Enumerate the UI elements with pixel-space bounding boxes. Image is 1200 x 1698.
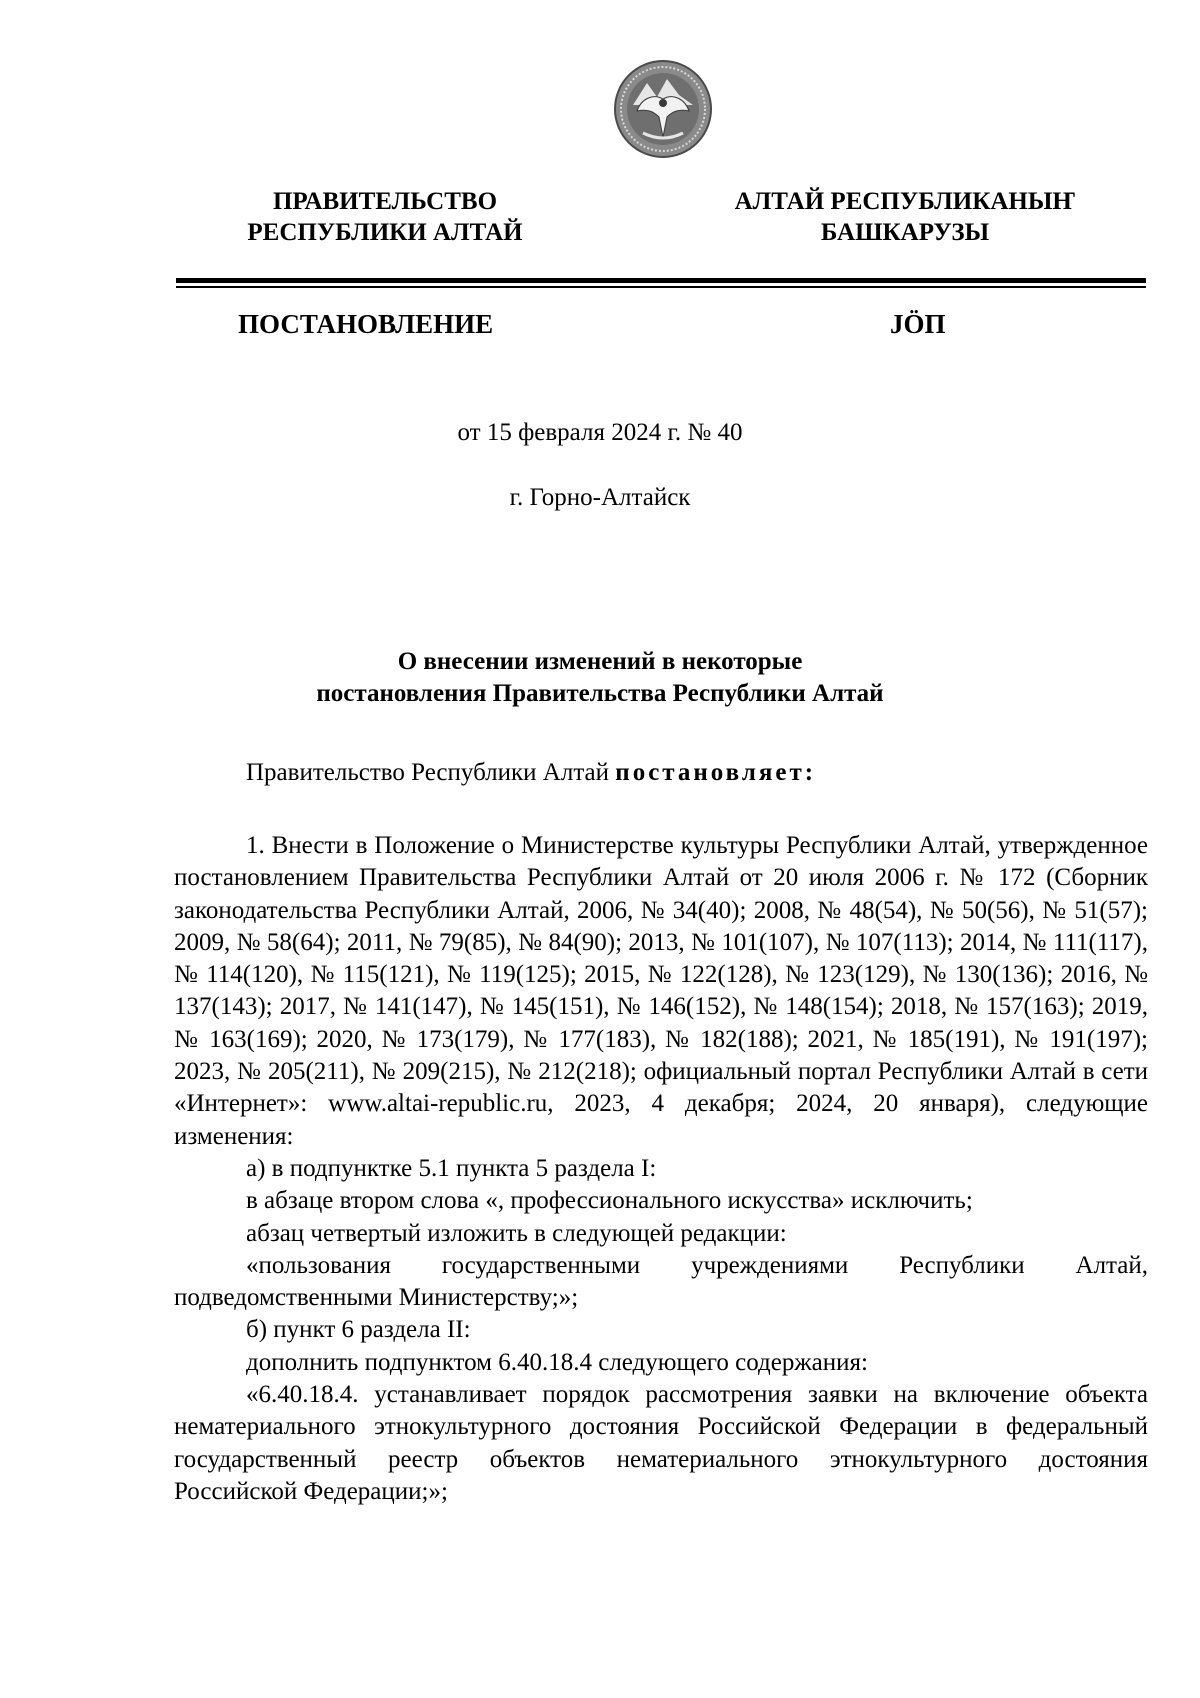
document-type-altai: JÖП <box>890 309 946 339</box>
issuer-line: ПРАВИТЕЛЬСТВО <box>272 188 498 215</box>
preamble-text: Правительство Республики Алтай <box>246 759 610 786</box>
header-divider-thin <box>176 286 1146 288</box>
header-divider-thick <box>176 278 1146 283</box>
issuer-line: АЛТАЙ РЕСПУБЛИКАНЫҤ <box>734 188 1076 215</box>
body-paragraph: а) в подпунктке 5.1 пункта 5 раздела I: <box>246 1154 657 1182</box>
body-paragraph: б) пункт 6 раздела II: <box>246 1316 471 1344</box>
issuer-line: РЕСПУБЛИКИ АЛТАЙ <box>247 219 523 246</box>
body-paragraph: абзац четвертый изложить в следующей редакции: <box>246 1219 787 1247</box>
issuer-name-russian <box>200 186 570 248</box>
document-date: от 15 февраля 2024 г. № 40 <box>457 419 743 446</box>
body-paragraph: в абзаце втором слова «, профессионального искусства» исключить; <box>246 1187 973 1215</box>
document-body <box>174 830 1148 1508</box>
body-paragraph: «6.40.18.4. устанавливает порядок рассмотрения заявки на включение объекта нематериального этнокультурного достояния Российской Федерации в федеральный государственный реестр объектов нематериального этнокультурного достояния Российской Федерации;»; <box>174 1381 1148 1505</box>
document-city: г. Горно-Алтайск <box>509 484 691 511</box>
body-paragraph: «пользования государственными учреждениями Республики Алтай, подведомственными Министерству;»; <box>174 1251 1148 1312</box>
issuer-name-altai <box>720 186 1090 248</box>
preamble <box>246 758 816 788</box>
coat-of-arms-icon <box>613 59 713 159</box>
body-paragraph: дополнить подпунктом 6.40.18.4 следующего содержания: <box>246 1348 868 1376</box>
subject-line: постановления Правительства Республики Алтай <box>316 680 884 707</box>
document-subject <box>0 646 1200 710</box>
subject-line: О внесении изменений в некоторые <box>397 648 803 675</box>
preamble-emphasis: постановляет: <box>615 759 817 786</box>
document-type-russian: ПОСТАНОВЛЕНИЕ <box>238 309 494 339</box>
issuer-line: БАШКАРУЗЫ <box>820 219 990 246</box>
body-paragraph: 1. Внести в Положение о Министерстве культуры Республики Алтай, утвержденное постановлением Правительства Республики Алтай от 20 июля 2006 г. № 172 (Сборник законодательства Республики Алтай, 2006, № 34(40); 2008, № 48(54), № 50(56), № 51(57); 2009, № 58(64); 2011, № 79(85), № 84(90); 2013, № 101(107), № 107(113); 2014, № 111(117), № 114(120), № 115(121), № 119(125); 2015, № 122(128), № 123(129), № 130(136); 2016, № 137(143); 2017, № 141(147), № 145(151), № 146(152), № 148(154); 2018, № 157(163); 2019, № 163(169); 2020, № 173(179), № 177(183), № 182(188); 2021, № 185(191), № 191(197); 2023, № 205(211), № 209(215), № 212(218); официальный портал Республики Алтай в сети «Интернет»: www.altai-republic.ru, 2023, 4 декабря; 2024, 20 января), следующие изменения: <box>174 832 1148 1150</box>
